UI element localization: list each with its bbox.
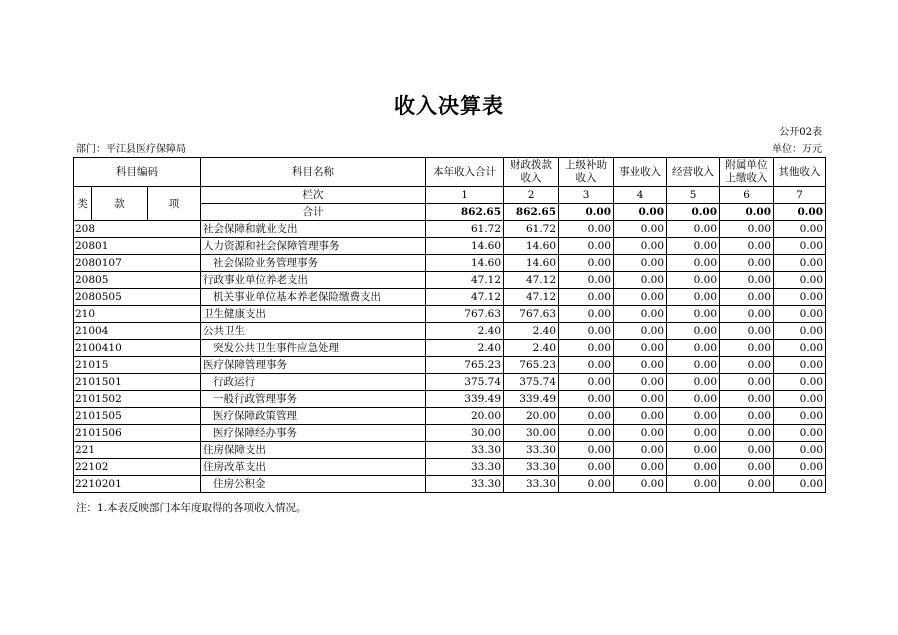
value-cell: 0.00 xyxy=(720,340,774,357)
total-cell: 0.00 xyxy=(720,204,774,221)
value-cell: 0.00 xyxy=(559,238,614,255)
total-cell: 0.00 xyxy=(559,204,614,221)
value-cell: 0.00 xyxy=(614,255,667,272)
value-cell: 0.00 xyxy=(614,306,667,323)
value-cell: 0.00 xyxy=(559,221,614,238)
table-row xyxy=(74,442,826,459)
value-cell: 0.00 xyxy=(774,272,826,289)
value-cell: 0.00 xyxy=(559,255,614,272)
value-cell: 767.63 xyxy=(426,306,504,323)
value-cell: 0.00 xyxy=(667,442,720,459)
table-row xyxy=(74,323,826,340)
footnote: 注：1.本表反映部门本年度取得的各项收入情况。 xyxy=(76,502,307,514)
value-cell: 0.00 xyxy=(774,323,826,340)
value-cell: 0.00 xyxy=(614,272,667,289)
value-cell: 0.00 xyxy=(614,340,667,357)
value-cell: 767.63 xyxy=(504,306,559,323)
value-cell: 0.00 xyxy=(667,340,720,357)
value-cell: 2.40 xyxy=(504,340,559,357)
value-cell: 0.00 xyxy=(667,459,720,476)
value-cell: 0.00 xyxy=(559,408,614,425)
value-cell: 339.49 xyxy=(504,391,559,408)
col-business-header: 事业收入 xyxy=(614,158,667,187)
value-cell: 0.00 xyxy=(774,221,826,238)
value-cell: 0.00 xyxy=(720,374,774,391)
subject-code: 2080107 xyxy=(74,255,201,272)
value-cell: 0.00 xyxy=(720,306,774,323)
subject-name: 医疗保障管理事务 xyxy=(201,357,426,374)
value-cell: 33.30 xyxy=(504,476,559,493)
sub-header-kuan: 款 xyxy=(92,187,148,221)
value-cell: 339.49 xyxy=(426,391,504,408)
value-cell: 0.00 xyxy=(614,442,667,459)
value-cell: 20.00 xyxy=(504,408,559,425)
total-cell: 862.65 xyxy=(426,204,504,221)
value-cell: 0.00 xyxy=(720,221,774,238)
value-cell: 33.30 xyxy=(426,476,504,493)
table-row xyxy=(74,476,826,493)
lanci-cell: 7 xyxy=(774,187,826,204)
value-cell: 375.74 xyxy=(426,374,504,391)
subject-code: 221 xyxy=(74,442,201,459)
value-cell: 0.00 xyxy=(614,357,667,374)
value-cell: 0.00 xyxy=(667,425,720,442)
value-cell: 0.00 xyxy=(559,289,614,306)
value-cell: 0.00 xyxy=(720,357,774,374)
department-label: 部门：平江县医疗保障局 xyxy=(76,144,186,155)
subject-name: 住房改革支出 xyxy=(201,459,426,476)
lanci-label: 栏次 xyxy=(201,187,426,204)
table-row xyxy=(74,357,826,374)
value-cell: 0.00 xyxy=(774,408,826,425)
subject-code: 2101506 xyxy=(74,425,201,442)
value-cell: 0.00 xyxy=(667,289,720,306)
value-cell: 14.60 xyxy=(426,238,504,255)
col-operation-header: 经营收入 xyxy=(667,158,720,187)
value-cell: 0.00 xyxy=(614,408,667,425)
total-cell: 0.00 xyxy=(614,204,667,221)
page-title: 收入决算表 xyxy=(394,94,504,118)
value-cell: 33.30 xyxy=(504,442,559,459)
col-affiliated-header: 附属单位上缴收入 xyxy=(720,158,774,187)
value-cell: 0.00 xyxy=(774,391,826,408)
unit-label: 单位：万元 xyxy=(772,144,822,155)
value-cell: 47.12 xyxy=(426,289,504,306)
col-total-header: 本年收入合计 xyxy=(426,158,504,187)
total-cell: 862.65 xyxy=(504,204,559,221)
sub-header-lei: 类 xyxy=(74,187,92,221)
value-cell: 0.00 xyxy=(774,442,826,459)
subject-name: 行政事业单位养老支出 xyxy=(201,272,426,289)
value-cell: 0.00 xyxy=(720,272,774,289)
total-cell: 0.00 xyxy=(774,204,826,221)
value-cell: 30.00 xyxy=(426,425,504,442)
table-row xyxy=(74,459,826,476)
value-cell: 0.00 xyxy=(559,425,614,442)
subject-code: 21004 xyxy=(74,323,201,340)
table-row xyxy=(74,221,826,238)
value-cell: 14.60 xyxy=(504,255,559,272)
col-superior-header: 上级补助收入 xyxy=(559,158,614,187)
value-cell: 0.00 xyxy=(667,306,720,323)
subject-code: 2080505 xyxy=(74,289,201,306)
lanci-cell: 1 xyxy=(426,187,504,204)
value-cell: 0.00 xyxy=(720,425,774,442)
subject-code: 2101502 xyxy=(74,391,201,408)
subject-name: 住房保障支出 xyxy=(201,442,426,459)
income-table xyxy=(73,157,826,493)
value-cell: 0.00 xyxy=(774,425,826,442)
subject-code: 20805 xyxy=(74,272,201,289)
value-cell: 0.00 xyxy=(667,238,720,255)
subject-name: 医疗保障经办事务 xyxy=(201,425,426,442)
value-cell: 0.00 xyxy=(559,272,614,289)
value-cell: 0.00 xyxy=(774,357,826,374)
subject-code: 2101501 xyxy=(74,374,201,391)
value-cell: 0.00 xyxy=(774,476,826,493)
subject-name: 卫生健康支出 xyxy=(201,306,426,323)
value-cell: 0.00 xyxy=(774,374,826,391)
value-cell: 2.40 xyxy=(426,323,504,340)
table-row xyxy=(74,289,826,306)
value-cell: 0.00 xyxy=(774,459,826,476)
subject-name: 公共卫生 xyxy=(201,323,426,340)
value-cell: 0.00 xyxy=(614,238,667,255)
value-cell: 0.00 xyxy=(559,391,614,408)
value-cell: 0.00 xyxy=(667,476,720,493)
table-row xyxy=(74,340,826,357)
table-row xyxy=(74,408,826,425)
subject-code: 21015 xyxy=(74,357,201,374)
form-number: 公开02表 xyxy=(779,127,822,138)
value-cell: 0.00 xyxy=(559,340,614,357)
value-cell: 0.00 xyxy=(720,459,774,476)
value-cell: 61.72 xyxy=(426,221,504,238)
value-cell: 0.00 xyxy=(667,255,720,272)
value-cell: 0.00 xyxy=(614,459,667,476)
lanci-cell: 3 xyxy=(559,187,614,204)
value-cell: 0.00 xyxy=(559,306,614,323)
value-cell: 0.00 xyxy=(774,238,826,255)
value-cell: 0.00 xyxy=(667,408,720,425)
subject-code: 2210201 xyxy=(74,476,201,493)
subject-code: 2101505 xyxy=(74,408,201,425)
lanci-cell: 5 xyxy=(667,187,720,204)
value-cell: 0.00 xyxy=(614,425,667,442)
value-cell: 0.00 xyxy=(667,391,720,408)
value-cell: 0.00 xyxy=(720,255,774,272)
value-cell: 0.00 xyxy=(774,306,826,323)
value-cell: 61.72 xyxy=(504,221,559,238)
value-cell: 0.00 xyxy=(720,408,774,425)
subject-name: 一般行政管理事务 xyxy=(201,391,426,408)
value-cell: 0.00 xyxy=(614,323,667,340)
value-cell: 765.23 xyxy=(504,357,559,374)
value-cell: 20.00 xyxy=(426,408,504,425)
col-fiscal-header: 财政拨款收入 xyxy=(504,158,559,187)
value-cell: 0.00 xyxy=(720,289,774,306)
subject-name: 行政运行 xyxy=(201,374,426,391)
value-cell: 47.12 xyxy=(504,289,559,306)
table-row xyxy=(74,425,826,442)
value-cell: 0.00 xyxy=(774,255,826,272)
subject-name: 医疗保障政策管理 xyxy=(201,408,426,425)
value-cell: 0.00 xyxy=(614,289,667,306)
value-cell: 0.00 xyxy=(667,221,720,238)
value-cell: 30.00 xyxy=(504,425,559,442)
value-cell: 0.00 xyxy=(774,289,826,306)
value-cell: 0.00 xyxy=(614,476,667,493)
subject-name: 突发公共卫生事件应急处理 xyxy=(201,340,426,357)
subject-name: 住房公积金 xyxy=(201,476,426,493)
value-cell: 0.00 xyxy=(559,476,614,493)
value-cell: 47.12 xyxy=(426,272,504,289)
value-cell: 0.00 xyxy=(614,374,667,391)
value-cell: 0.00 xyxy=(559,357,614,374)
total-cell: 0.00 xyxy=(667,204,720,221)
value-cell: 14.60 xyxy=(504,238,559,255)
value-cell: 0.00 xyxy=(559,459,614,476)
total-label: 合计 xyxy=(201,204,426,221)
subject-name: 社会保险业务管理事务 xyxy=(201,255,426,272)
value-cell: 0.00 xyxy=(720,238,774,255)
value-cell: 0.00 xyxy=(720,391,774,408)
sub-header-xiang: 项 xyxy=(148,187,201,221)
value-cell: 0.00 xyxy=(559,442,614,459)
subject-name: 社会保障和就业支出 xyxy=(201,221,426,238)
table-row xyxy=(74,255,826,272)
value-cell: 0.00 xyxy=(720,442,774,459)
lanci-row xyxy=(74,187,826,204)
value-cell: 0.00 xyxy=(667,374,720,391)
subject-code: 210 xyxy=(74,306,201,323)
table-row xyxy=(74,306,826,323)
value-cell: 0.00 xyxy=(614,391,667,408)
value-cell: 33.30 xyxy=(504,459,559,476)
table-row xyxy=(74,391,826,408)
col-code-header: 科目编码 xyxy=(74,158,201,187)
subject-code: 208 xyxy=(74,221,201,238)
subject-code: 22102 xyxy=(74,459,201,476)
lanci-cell: 2 xyxy=(504,187,559,204)
subject-name: 机关事业单位基本养老保险缴费支出 xyxy=(201,289,426,306)
subject-code: 20801 xyxy=(74,238,201,255)
value-cell: 0.00 xyxy=(559,374,614,391)
col-other-header: 其他收入 xyxy=(774,158,826,187)
value-cell: 0.00 xyxy=(720,476,774,493)
value-cell: 14.60 xyxy=(426,255,504,272)
subject-name: 人力资源和社会保障管理事务 xyxy=(201,238,426,255)
value-cell: 765.23 xyxy=(426,357,504,374)
col-name-header: 科目名称 xyxy=(201,158,426,187)
table-row xyxy=(74,238,826,255)
subject-code: 2100410 xyxy=(74,340,201,357)
table-row xyxy=(74,374,826,391)
value-cell: 375.74 xyxy=(504,374,559,391)
value-cell: 0.00 xyxy=(667,272,720,289)
table-row xyxy=(74,272,826,289)
value-cell: 0.00 xyxy=(614,221,667,238)
value-cell: 0.00 xyxy=(667,357,720,374)
value-cell: 0.00 xyxy=(667,323,720,340)
value-cell: 33.30 xyxy=(426,442,504,459)
value-cell: 2.40 xyxy=(504,323,559,340)
lanci-cell: 6 xyxy=(720,187,774,204)
value-cell: 0.00 xyxy=(559,323,614,340)
value-cell: 33.30 xyxy=(426,459,504,476)
value-cell: 0.00 xyxy=(720,323,774,340)
header-row xyxy=(74,158,826,187)
value-cell: 47.12 xyxy=(504,272,559,289)
value-cell: 0.00 xyxy=(774,340,826,357)
lanci-cell: 4 xyxy=(614,187,667,204)
value-cell: 2.40 xyxy=(426,340,504,357)
